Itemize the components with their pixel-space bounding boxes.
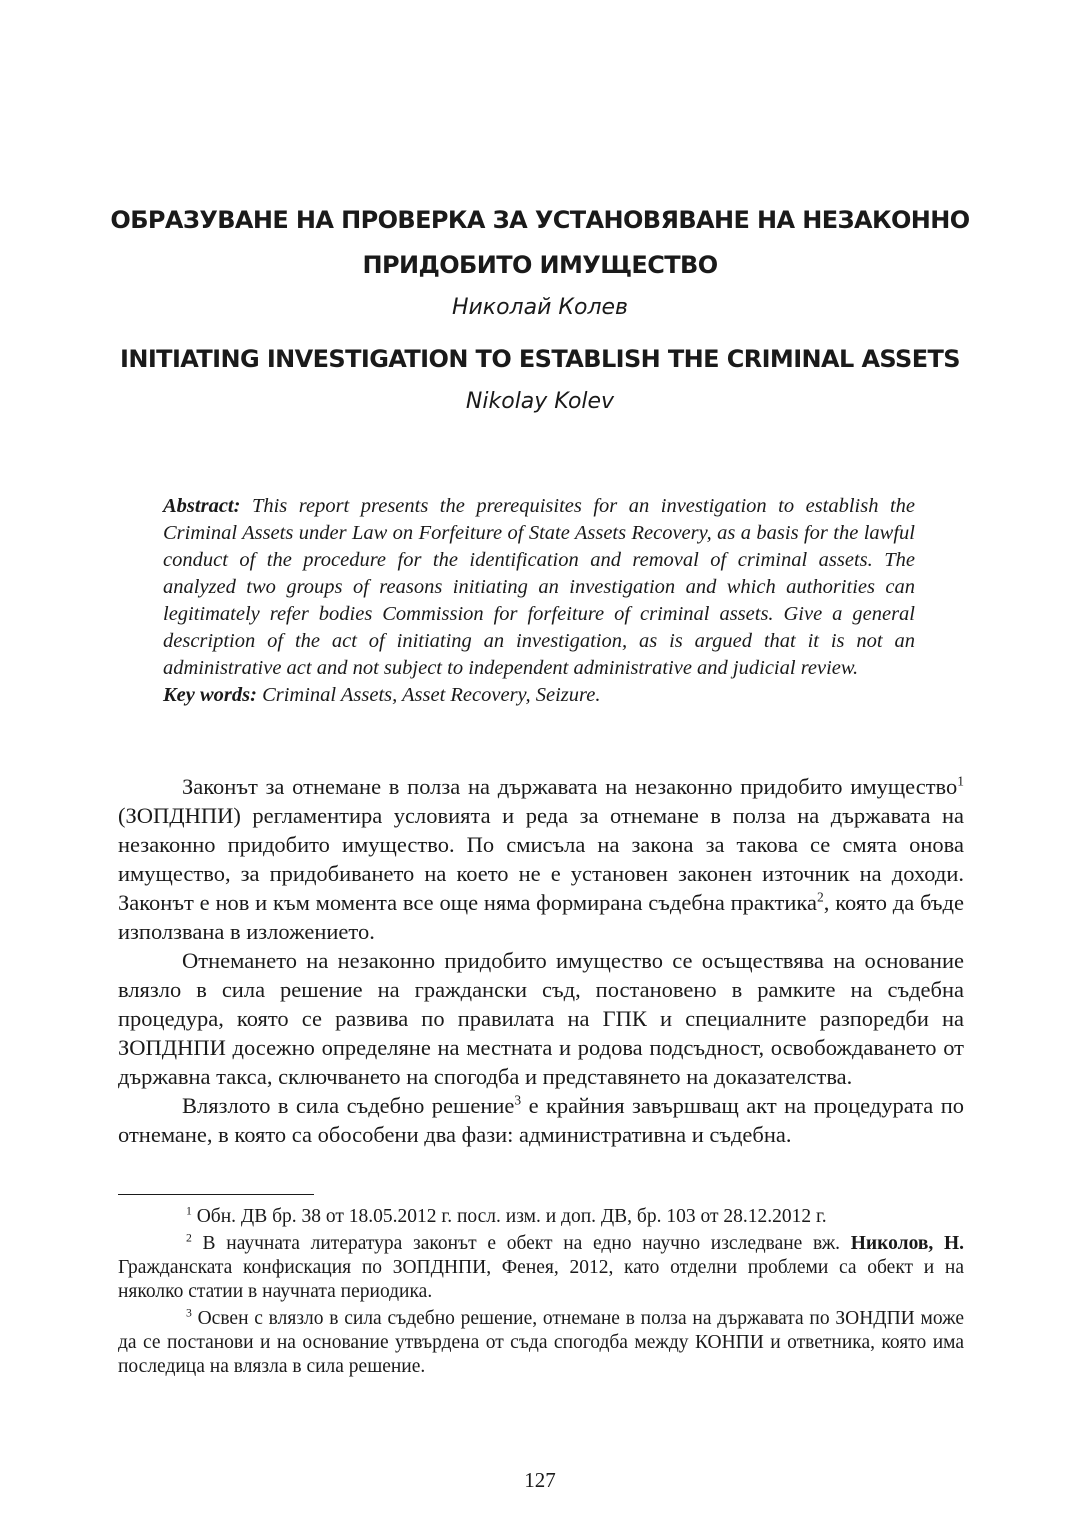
abstract xyxy=(163,493,915,709)
keywords-label: Key words: xyxy=(163,684,257,706)
keywords-paragraph xyxy=(163,682,915,709)
body-text xyxy=(118,772,964,1149)
abstract-paragraph xyxy=(163,493,915,682)
body-paragraph-1 xyxy=(118,772,964,946)
keywords-text: Criminal Assets, Asset Recovery, Seizure. xyxy=(262,684,601,706)
footnote-ref-1[interactable]: 1 xyxy=(957,773,964,789)
footnote-2-number: 2 xyxy=(186,1231,192,1245)
footnote-2 xyxy=(118,1232,964,1304)
footnote-1-number: 1 xyxy=(186,1204,192,1218)
footnotes xyxy=(118,1205,964,1382)
footnote-3-number: 3 xyxy=(186,1306,192,1320)
page-number: 127 xyxy=(524,1468,556,1492)
author-bg: Николай Колев xyxy=(451,295,629,320)
footnote-ref-2[interactable]: 2 xyxy=(817,889,824,905)
footnote-1-text: Обн. ДВ бр. 38 от 18.05.2012 г. посл. изм. и доп. ДВ, бр. 103 от 28.12.2012 г. xyxy=(191,1206,827,1227)
body-p1-text-b: (ЗОПДНПИ) регламентира условията и реда за отнемане в полза на държавата на незаконно придобито имущество. По смисъла на закона за такова се смята онова имущество, за придобиването на което не е установен законен източник на доходи. Законът е нов и към момента все още няма формирана съдебна практика xyxy=(118,803,964,915)
abstract-text: This report presents the prerequisites for an investigation to establish the Criminal Assets under Law on Forfeiture of State Assets Recovery, as a basis for the lawful conduct of the procedure for the identification and removal of criminal assets. The analyzed two groups of reasons initiating an investigation and which authorities can legitimately refer bodies Commission for forfeiture of criminal assets. Give a general description of the act of initiating an investigation, as is argued that it is not an administrative act and not subject to independent administrative and judicial review. xyxy=(163,495,916,679)
footnote-2-author: Николов, Н. xyxy=(850,1233,964,1254)
footnote-2-text-a: В научната литература законът е обект на едно научно изследване вж. xyxy=(191,1233,851,1254)
body-p3-text-a: Влязлото в сила съдебно решение xyxy=(182,1093,515,1118)
title-bg-line1: ОБРАЗУВАНЕ НА ПРОВЕРКА ЗА УСТАНОВЯВАНЕ НА НЕЗАКОННО xyxy=(110,206,970,234)
body-p3-text-b: е крайния завършващ акт на процедурата по отнемане, в която са обособени два фази: административна и съдебна. xyxy=(118,1093,965,1147)
abstract-label: Abstract: xyxy=(163,495,241,517)
footnote-3 xyxy=(118,1307,964,1379)
body-paragraph-2: Отнемането на незаконно придобито имущество се осъществява на основание влязло в сила решение на граждански съд, постановено в рамките на съдебна процедура, която се развива по правилата на ГПК и специалните разпоредби на ЗОПДНПИ досежно определяне на местната и родова подсъдност, освобождаването от държавна такса, сключването на спогодба и представянето на доказателства. xyxy=(118,948,964,1089)
body-p1-text-c: , която да бъде използвана в изложението. xyxy=(118,890,964,944)
title-bg-line2: ПРИДОБИТО ИМУЩЕСТВО xyxy=(362,251,718,279)
footnote-separator xyxy=(118,1194,314,1195)
title-en: INITIATING INVESTIGATION TO ESTABLISH THE CRIMINAL ASSETS xyxy=(120,345,960,373)
footnote-1 xyxy=(118,1205,964,1229)
footnote-2-text-b: Гражданската конфискация по ЗОПДНПИ, Фенея, 2012, като отделни проблеми са обект и на няколко статии в научната периодика. xyxy=(118,1257,964,1302)
body-p1-text-a: Законът за отнемане в полза на държавата на незаконно придобито имущество xyxy=(182,774,958,799)
author-en: Nikolay Kolev xyxy=(465,389,615,414)
body-paragraph-3 xyxy=(118,1091,964,1149)
footnote-3-text: Освен с влязло в сила съдебно решение, отнемане в полза на държавата по ЗОНДПИ може да се постанови и на основание утвърдена от съда спогодба между КОНПИ и ответника, която има последица на влязла в сила решение. xyxy=(118,1308,964,1377)
footnote-ref-3[interactable]: 3 xyxy=(514,1092,522,1108)
